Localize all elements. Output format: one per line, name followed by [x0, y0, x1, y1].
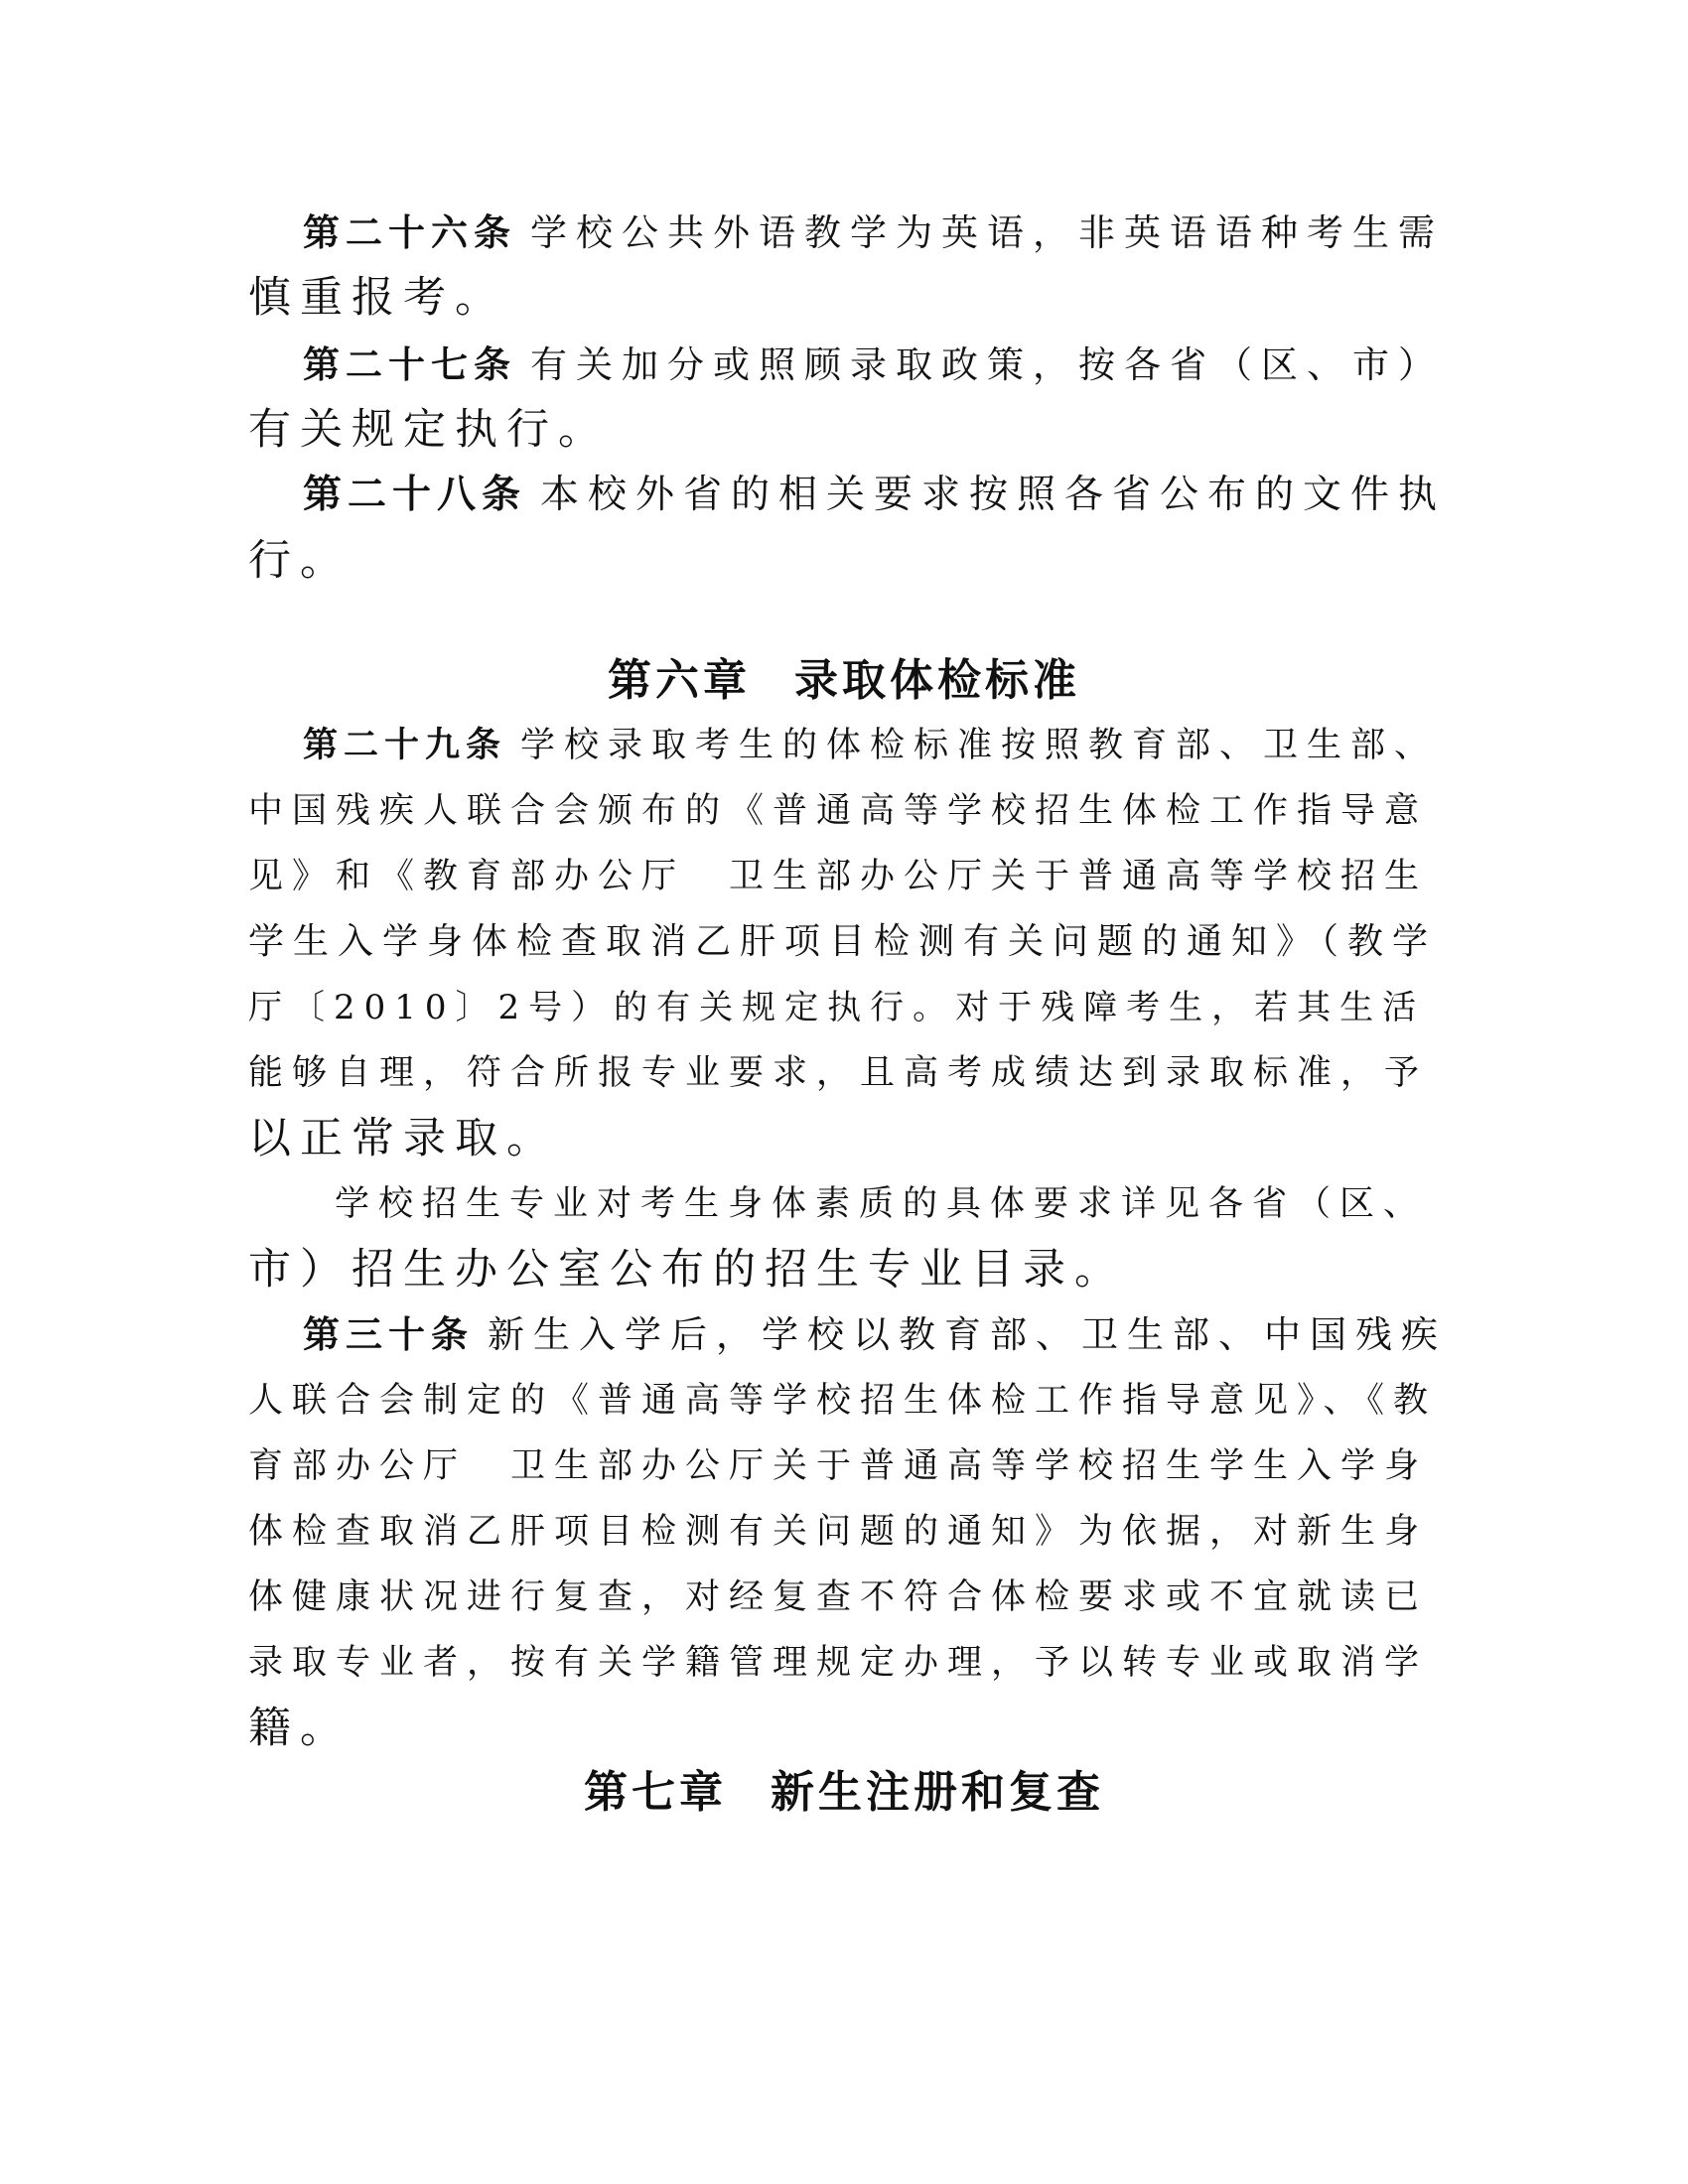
article-29-line-1 — [303, 713, 1438, 778]
chapter-6-number: 第六章 — [608, 655, 751, 706]
article-30-label: 第三十条 — [303, 1313, 474, 1356]
chapter-6-title: 录取体检标准 — [794, 655, 1080, 706]
article-29-text-1: 学校录取考生的体检标准按照教育部、卫生部、 — [520, 726, 1439, 765]
article-29-line-7: 以正常录取。 — [248, 1114, 558, 1163]
chapter-7-heading — [0, 1760, 1688, 1826]
article-30-text-1: 新生入学后，学校以教育部、卫生部、中国残疾 — [488, 1313, 1447, 1356]
article-28-text-1: 本校外省的相关要求按照各省公布的文件执 — [540, 473, 1447, 517]
article-30-line-1 — [303, 1302, 1447, 1368]
article-27-line-1 — [303, 333, 1444, 398]
article-30-line-7: 籍。 — [248, 1704, 352, 1753]
article-26-label: 第二十六条 — [303, 211, 516, 254]
chapter-7-number: 第七章 — [584, 1767, 727, 1818]
article-29-line-2: 中国残疾人联合会颁布的《普通高等学校招生体检工作指导意 — [248, 791, 1429, 831]
article-30-line-4: 体检查取消乙肝项目检测有关问题的通知》为依据，对新生身 — [248, 1512, 1429, 1552]
chapter-6-heading — [0, 648, 1688, 714]
article-29-line-4: 学生入学身体检查取消乙肝项目检测有关问题的通知》（教学 — [248, 921, 1438, 962]
article-29-line-5: 厅〔2010〕2号）的有关规定执行。对于残障考生，若其生活 — [248, 988, 1426, 1027]
article-29-line-3: 见》和《教育部办公厅 卫生部办公厅关于普通高等学校招生 — [248, 857, 1429, 896]
chapter-7-title: 新生注册和复查 — [771, 1767, 1104, 1818]
article-29-line-6: 能够自理，符合所报专业要求，且高考成绩达到录取标准，予 — [248, 1053, 1429, 1093]
requirements-line-2: 市）招生办公室公布的招生专业目录。 — [248, 1245, 1126, 1295]
requirements-line-1: 学校招生专业对考生身体素质的具体要求详见各省（区、 — [335, 1184, 1428, 1224]
article-30-line-3: 育部办公厅 卫生部办公厅关于普通高等学校招生学生入学身 — [248, 1446, 1429, 1486]
article-26-text-1: 学校公共外语教学为英语，非英语语种考生需 — [530, 211, 1444, 254]
article-28-label: 第二十八条 — [303, 473, 527, 517]
article-26-line-2: 慎重报考。 — [248, 273, 506, 323]
article-29-label: 第二十九条 — [303, 726, 507, 765]
article-28-line-2: 行。 — [248, 536, 352, 586]
article-30-line-5: 体健康状况进行复查，对经复查不符合体检要求或不宜就读已 — [248, 1577, 1429, 1617]
article-30-line-2: 人联合会制定的《普通高等学校招生体检工作指导意见》、《教 — [248, 1381, 1438, 1421]
article-28-line-1 — [303, 463, 1446, 528]
article-27-line-2: 有关规定执行。 — [248, 405, 610, 455]
article-27-label: 第二十七条 — [303, 343, 516, 386]
article-26-line-1 — [303, 201, 1444, 266]
article-27-text-1: 有关加分或照顾录取政策，按各省（区、市） — [530, 343, 1444, 386]
article-30-line-6: 录取专业者，按有关学籍管理规定办理，予以转专业或取消学 — [248, 1643, 1429, 1683]
